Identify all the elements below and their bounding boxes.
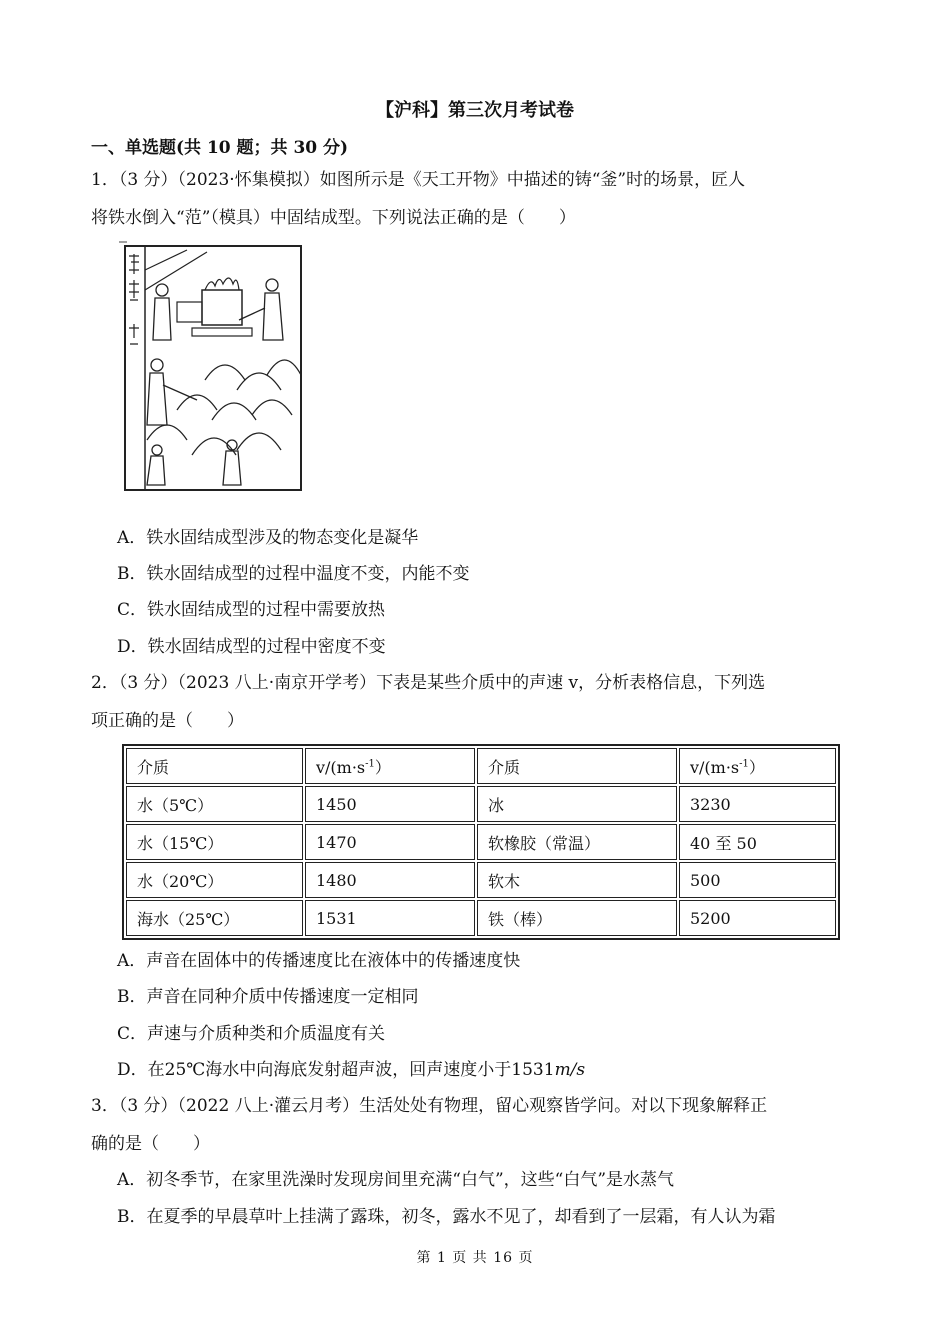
table-cell: 软木 xyxy=(477,862,677,898)
table-cell: 1470 xyxy=(305,824,475,860)
section-heading: 一、单选题(共 10 题；共 30 分) xyxy=(91,138,349,158)
table-cell: 水（20℃） xyxy=(126,862,303,898)
q2-option-b: B．声音在同种介质中传播速度一定相同 xyxy=(117,987,419,1007)
q2-option-c: C．声速与介质种类和介质温度有关 xyxy=(117,1024,386,1044)
q3-option-b: B．在夏季的早晨草叶上挂满了露珠，初冬，露水不见了，却看到了一层霜，有人认为霜 xyxy=(117,1207,776,1227)
question-3-line-2: 确的是（ ） xyxy=(91,1134,210,1154)
question-1-stem xyxy=(91,161,861,237)
q1-option-a: A．铁水固结成型涉及的物态变化是凝华 xyxy=(117,528,419,548)
speed-value: 1531 xyxy=(511,1060,555,1080)
q3-option-a: A．初冬季节，在家里洗澡时发现房间里充满“白气”，这些“白气”是水蒸气 xyxy=(117,1170,675,1190)
table-cell: 软橡胶（常温） xyxy=(477,824,677,860)
table-header-row xyxy=(126,748,836,784)
table-cell: 铁（棒） xyxy=(477,900,677,936)
header-medium-1: 介质 xyxy=(126,748,303,784)
question-2-line-1: 2．（3 分）（2023 八上·南京开学考）下表是某些介质中的声速 v，分析表格信息，下列选 xyxy=(91,673,766,693)
table-row xyxy=(126,786,836,822)
q1-option-d: D．铁水固结成型的过程中密度不变 xyxy=(117,637,386,657)
question-1-line-1: 1．（3 分）（2023·怀集模拟）如图所示是《天工开物》中描述的铸“釜”时的场景，匠人 xyxy=(91,170,746,190)
table-cell: 1450 xyxy=(305,786,475,822)
table-row xyxy=(126,824,836,860)
question-3-stem xyxy=(91,1087,861,1163)
table-row xyxy=(126,862,836,898)
table-row xyxy=(126,900,836,936)
question-3-line-1: 3．（3 分）（2022 八上·灌云月考）生活处处有物理，留心观察皆学问。对以下现象解释正 xyxy=(91,1096,768,1116)
speed-unit: m/s xyxy=(554,1060,586,1080)
header-speed-1: $v/(m\cdot s^{-1})$ xyxy=(305,748,475,784)
table-cell: 海水（25℃） xyxy=(126,900,303,936)
page-title: 【沪科】第三次月考试卷 xyxy=(376,100,574,121)
page-number: 第 1 页 共 16 页 xyxy=(416,1250,534,1266)
q2-option-d: D．在25℃海水中向海底发射超声波，回声速度小于1531m/s xyxy=(117,1060,586,1080)
question-2-stem xyxy=(91,664,861,740)
table-cell: 5200 xyxy=(679,900,836,936)
q1-option-b: B．铁水固结成型的过程中温度不变，内能不变 xyxy=(117,564,470,584)
sound-speed-table xyxy=(122,744,840,940)
header-medium-2: 介质 xyxy=(477,748,677,784)
q1-option-c: C．铁水固结成型的过程中需要放热 xyxy=(117,600,386,620)
table-cell: 1480 xyxy=(305,862,475,898)
header-speed-2: $v/(m\cdot s^{-1})$ xyxy=(679,748,836,784)
q2-option-a: A．声音在固体中的传播速度比在液体中的传播速度快 xyxy=(117,951,521,971)
temp-value: 25℃ xyxy=(164,1060,206,1080)
table-cell: 1531 xyxy=(305,900,475,936)
table-cell: 500 xyxy=(679,862,836,898)
table-cell: 3230 xyxy=(679,786,836,822)
tiangong-kaiwu-illustration xyxy=(117,240,307,492)
question-2-line-2: 项正确的是（ ） xyxy=(91,711,244,731)
table-cell: 冰 xyxy=(477,786,677,822)
table-cell: 水（15℃） xyxy=(126,824,303,860)
table-cell: 40 至 50 xyxy=(679,824,836,860)
table-cell: 水（5℃） xyxy=(126,786,303,822)
question-1-line-2: 将铁水倒入“范”（模具）中固结成型。下列说法正确的是（ ） xyxy=(91,208,576,228)
